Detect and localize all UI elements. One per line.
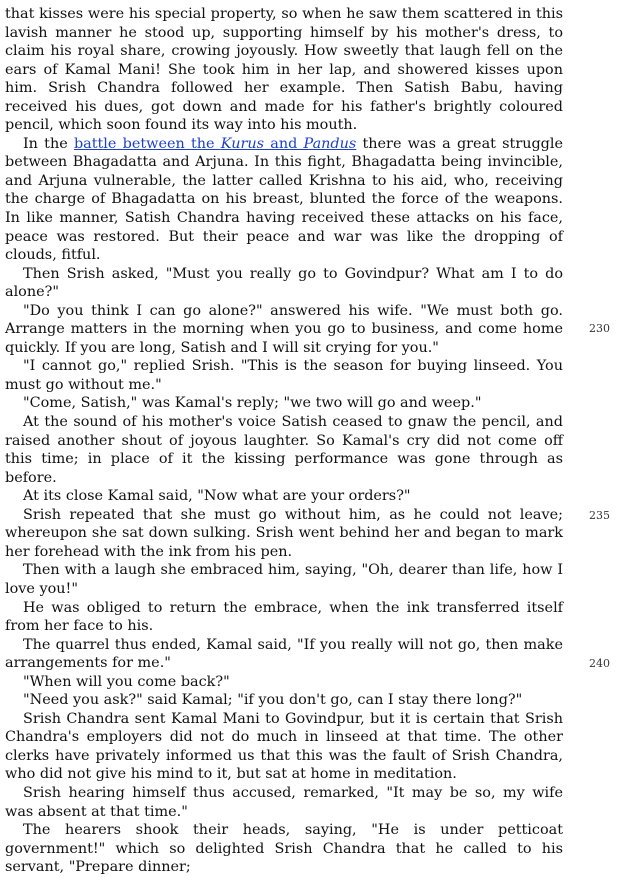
paragraph: Then with a laugh she embraced him, saying, "Oh, dearer than life, how I love you!"	[5, 562, 563, 597]
paragraph: The quarrel thus ended, Kamal said, "If you really will not go, then make arrangements for me."	[5, 636, 563, 672]
paragraph: Srish Chandra sent Kamal Mani to Govindpur, but it is certain that Srish Chandra's employers did not do much in linseed at that time. The other clerks have privately informed us that this was the fault of Srish Chandra, who did not give his mind to it, but sat at home in meditation.	[5, 710, 563, 783]
paragraph-text: there was a great struggle between Bhagadatta and Arjuna. In this fight, Bhagadatta being invincible, and Arjuna vulnerable, the latter called Krishna to his aid, who, receiving the charge of Bhagadatta on his breast, blunted the force of the weapons. In like manner, Satish Chandra having received these attacks on his face, peace was restored. But their peace and war was like the dropping of clouds, fitful.	[5, 135, 564, 264]
paragraph: At the sound of his mother's voice Satish ceased to gnaw the pencil, and raised another shout of joyous laughter. So Kamal's cry did not come off this time; in place of it the kissing performance was gone through as before.	[5, 414, 563, 486]
link-text-kurus: Kurus	[220, 135, 265, 152]
paragraph: Srish hearing himself thus accused, remarked, "It may be so, my wife was absent at that time."	[5, 784, 563, 820]
paragraph-text: In the	[23, 135, 74, 152]
paragraph: that kisses were his special property, so when he saw them scattered in this lavish manner he stood up, supporting himself by his mother's dress, to claim his royal share, crowing joyously. How sweetly that laugh fell on the ears of Kamal Mani! She took him in her lap, and showered kisses upon him. Srish Chandra followed her example. Then Satish Babu, having received his dues, got down and made for his father's brightly coloured pencil, which soon found its way into his mouth.	[5, 6, 563, 134]
paragraph: Srish repeated that she must go without him, as he could not leave; whereupon she sat down sulking. Srish went behind her and began to mark her forehead with the ink from his pen.	[5, 506, 563, 560]
link-text: and	[264, 135, 304, 152]
line-number-235: 235	[589, 509, 610, 522]
paragraph: Then Srish asked, "Must you really go to Govindpur? What am I to do alone?"	[5, 265, 563, 301]
link-text: battle between the	[73, 135, 221, 152]
paragraph: He was obliged to return the embrace, when the ink transferred itself from her face to his.	[5, 599, 563, 635]
paragraph: "When will you come back?"	[23, 673, 230, 690]
paragraph: "Come, Satish," was Kamal's reply; "we two will go and weep."	[23, 395, 482, 412]
battle-link[interactable]	[74, 136, 356, 152]
paragraph: The hearers shook their heads, saying, "He is under petticoat government!" which so delighted Srish Chandra that he called to his servant, "Prepare dinner;	[5, 822, 563, 876]
paragraph: "I cannot go," replied Srish. "This is the season for buying linseed. You must go without me."	[5, 358, 563, 393]
paragraph	[5, 135, 563, 265]
line-number-230: 230	[589, 322, 610, 335]
paragraph: "Do you think I can go alone?" answered his wife. "We must both go. Arrange matters in the morning when you go to business, and come home quickly. If you are long, Satish and I will sit crying for you."	[5, 302, 563, 356]
link-text-pandus: Pandus	[303, 135, 357, 152]
paragraph: "Need you ask?" said Kamal; "if you don't go, can I stay there long?"	[23, 692, 523, 709]
paragraph: At its close Kamal said, "Now what are your orders?"	[23, 488, 411, 505]
page-body	[5, 5, 563, 877]
line-number-240: 240	[589, 657, 610, 670]
